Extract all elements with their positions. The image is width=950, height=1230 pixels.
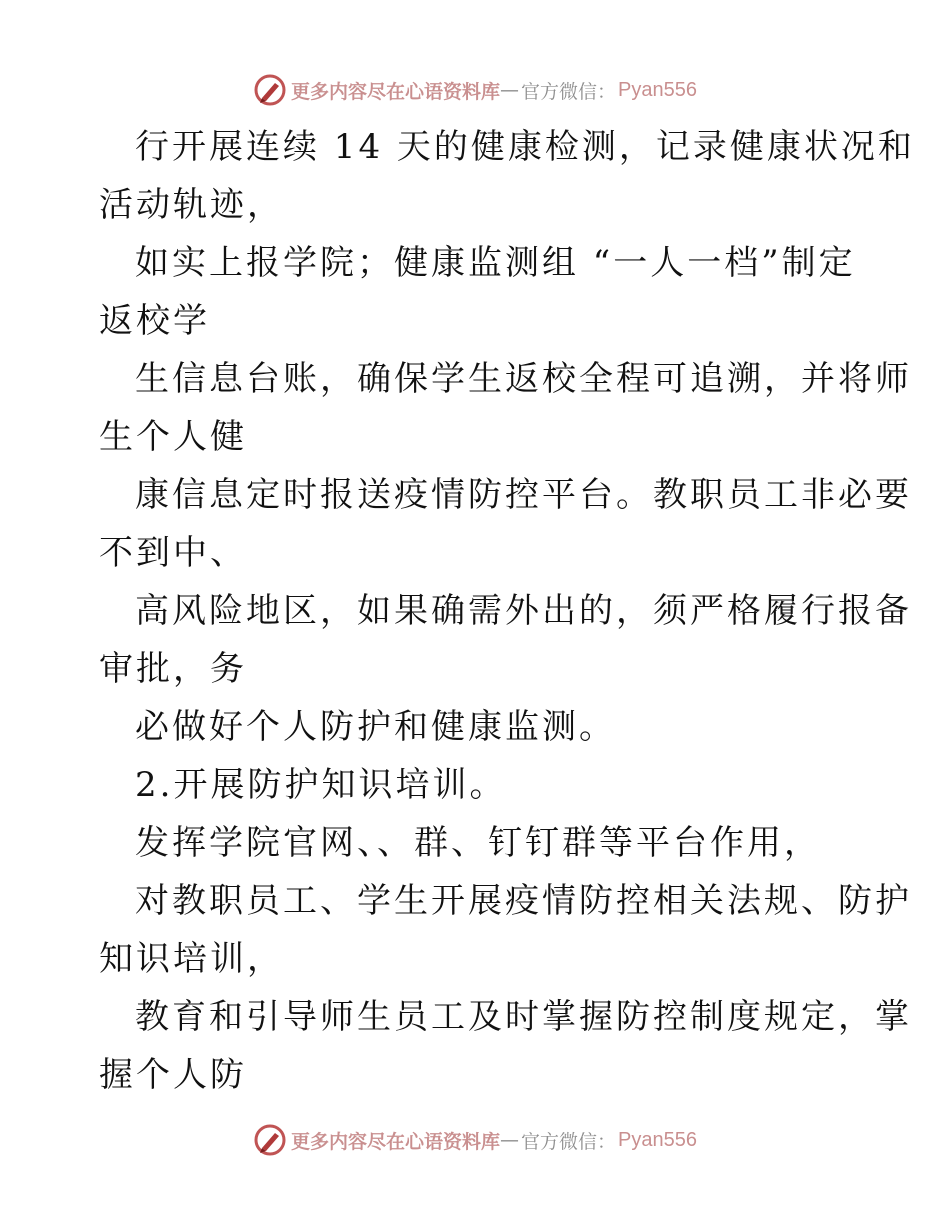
body-line: 审批，务	[99, 649, 247, 689]
red-pen-circle-logo-icon	[253, 73, 287, 107]
watermark-tail-text: 官方微信：	[521, 80, 617, 103]
body-line: 发挥学院官网、、群、钉钉群等平台作用，	[135, 823, 821, 863]
document-body	[99, 118, 915, 1104]
body-line: 生个人健	[99, 417, 247, 457]
watermark-separator: —	[500, 1129, 520, 1151]
body-line: 活动轨迹，	[99, 185, 284, 225]
body-line: 如实上报学院；健康监测组 “一人一档”制定	[135, 243, 856, 283]
watermark-id: Pyan556	[618, 1128, 697, 1151]
red-pen-circle-logo-icon	[253, 1123, 287, 1157]
body-line: 高风险地区，如果确需外出的，须严格履行报备	[135, 591, 912, 631]
body-line: 握个人防	[99, 1055, 247, 1095]
body-line: 康信息定时报送疫情防控平台。教职员工非必要	[135, 475, 912, 515]
section-heading: 2.开展防护知识培训。	[135, 765, 507, 805]
watermark-tail-text: 官方微信：	[521, 1130, 617, 1153]
watermark-separator: —	[500, 79, 520, 101]
body-line: 对教职员工、学生开展疫情防控相关法规、防护	[135, 881, 912, 921]
header-watermark	[0, 70, 950, 110]
body-line: 不到中、	[99, 533, 247, 573]
body-line: 行开展连续 14 天的健康检测，记录健康状况和	[135, 127, 915, 167]
watermark-main-text: 更多内容尽在心语资料库	[291, 80, 501, 103]
body-line: 生信息台账，确保学生返校全程可追溯，并将师	[135, 359, 912, 399]
footer-watermark	[0, 1120, 950, 1160]
body-line: 必做好个人防护和健康监测。	[135, 707, 616, 747]
watermark-id: Pyan556	[618, 78, 697, 101]
body-line: 返校学	[99, 301, 210, 341]
watermark-main-text: 更多内容尽在心语资料库	[291, 1130, 501, 1153]
body-line: 教育和引导师生员工及时掌握防控制度规定，掌	[135, 997, 912, 1037]
body-line: 知识培训，	[99, 939, 284, 979]
